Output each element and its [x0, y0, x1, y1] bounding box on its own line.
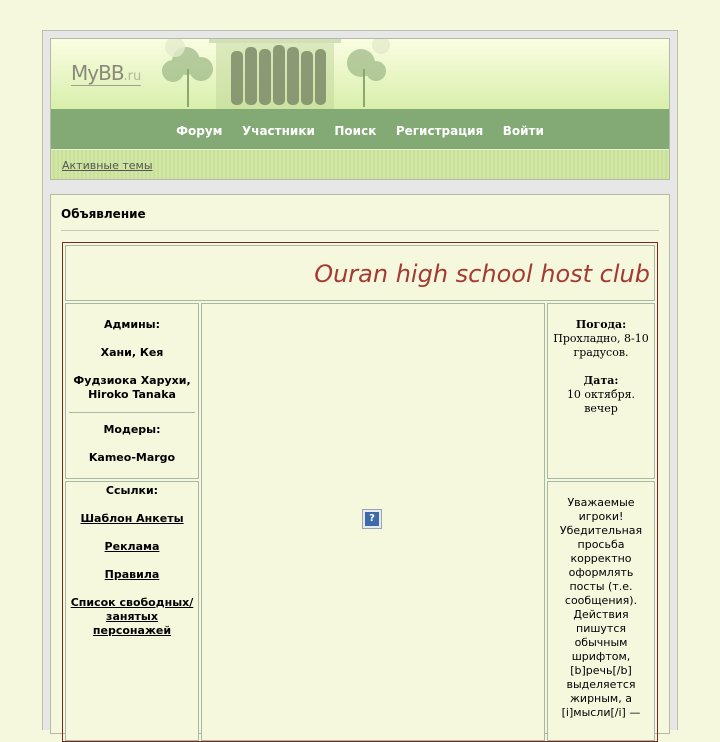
admins-heading: Админы:	[103, 318, 161, 331]
title-cell	[65, 245, 655, 301]
header-banner	[51, 39, 669, 109]
mybb-logo[interactable]: MyBB.ru	[71, 61, 142, 85]
notice-line: корректно	[570, 552, 632, 565]
notice-line: оформлять	[568, 566, 634, 579]
sub-nav	[51, 149, 669, 179]
moderators-heading: Модеры:	[103, 423, 161, 436]
notice-line: выделяется	[566, 678, 636, 691]
link-rules[interactable]: Правила	[104, 568, 160, 581]
main-nav	[51, 109, 669, 149]
site-title: Ouran high school host club	[314, 260, 650, 288]
nav-forum[interactable]: Форум	[176, 124, 223, 138]
date-text: вечер	[584, 402, 618, 415]
nav-search[interactable]: Поиск	[334, 124, 377, 138]
weather-heading: Погода:	[575, 318, 627, 331]
notice-line: Действия	[573, 608, 629, 621]
notice-cell	[547, 481, 655, 741]
broken-image-icon[interactable]: ?	[362, 509, 382, 529]
notice-line: Убедительная	[559, 524, 643, 537]
notice-line: [b]речь[/b]	[570, 664, 632, 677]
notice-line: пишутся	[576, 622, 626, 635]
staff-cell	[65, 303, 199, 479]
notice-line: игроки!	[578, 510, 624, 523]
notice-line: обычным	[574, 636, 628, 649]
notice-line: Уважаемые	[567, 496, 635, 509]
weather-text: градусов.	[573, 346, 629, 359]
links-cell	[65, 481, 199, 741]
link-profile-template[interactable]: Шаблон Анкеты	[80, 512, 184, 525]
forum-header	[50, 38, 670, 180]
weather-cell	[547, 303, 655, 479]
announcement-box	[50, 194, 670, 734]
page-wrapper	[42, 30, 678, 730]
nav-register[interactable]: Регистрация	[395, 124, 484, 138]
logo-underline	[71, 85, 141, 86]
date-heading: Дата:	[583, 374, 619, 387]
nav-members[interactable]: Участники	[241, 124, 315, 138]
divider	[61, 230, 659, 231]
announcement-title: Объявление	[61, 207, 146, 221]
active-topics-link[interactable]: Активные темы	[62, 159, 153, 172]
link-free-characters[interactable]: Список свободных/ занятых персонажей	[70, 596, 194, 637]
weather-text: Прохладно, 8-10	[553, 332, 649, 345]
nav-login[interactable]: Войти	[502, 124, 544, 138]
notice-line: сообщения).	[564, 594, 638, 607]
divider	[69, 412, 195, 413]
notice-line: [i]мысли[/i] —	[561, 706, 641, 719]
announcement-table	[62, 242, 658, 742]
notice-line: шрифтом,	[571, 650, 631, 663]
banner-illustration	[51, 39, 669, 109]
image-cell	[201, 303, 545, 741]
notice-text	[548, 496, 654, 720]
admin-names: Hiroko Tanaka	[88, 388, 176, 401]
notice-line: просьба	[577, 538, 625, 551]
moderator-names: Kameo-Margo	[88, 451, 176, 464]
admin-names: Хани, Кея	[100, 346, 164, 359]
admin-names: Фудзиока Харухи,	[73, 374, 191, 387]
links-heading: Ссылки:	[105, 484, 159, 497]
notice-line: посты (т.е.	[569, 580, 633, 593]
date-text: 10 октября.	[566, 388, 636, 401]
notice-line: жирным, а	[570, 692, 632, 705]
link-advertising[interactable]: Реклама	[104, 540, 160, 553]
